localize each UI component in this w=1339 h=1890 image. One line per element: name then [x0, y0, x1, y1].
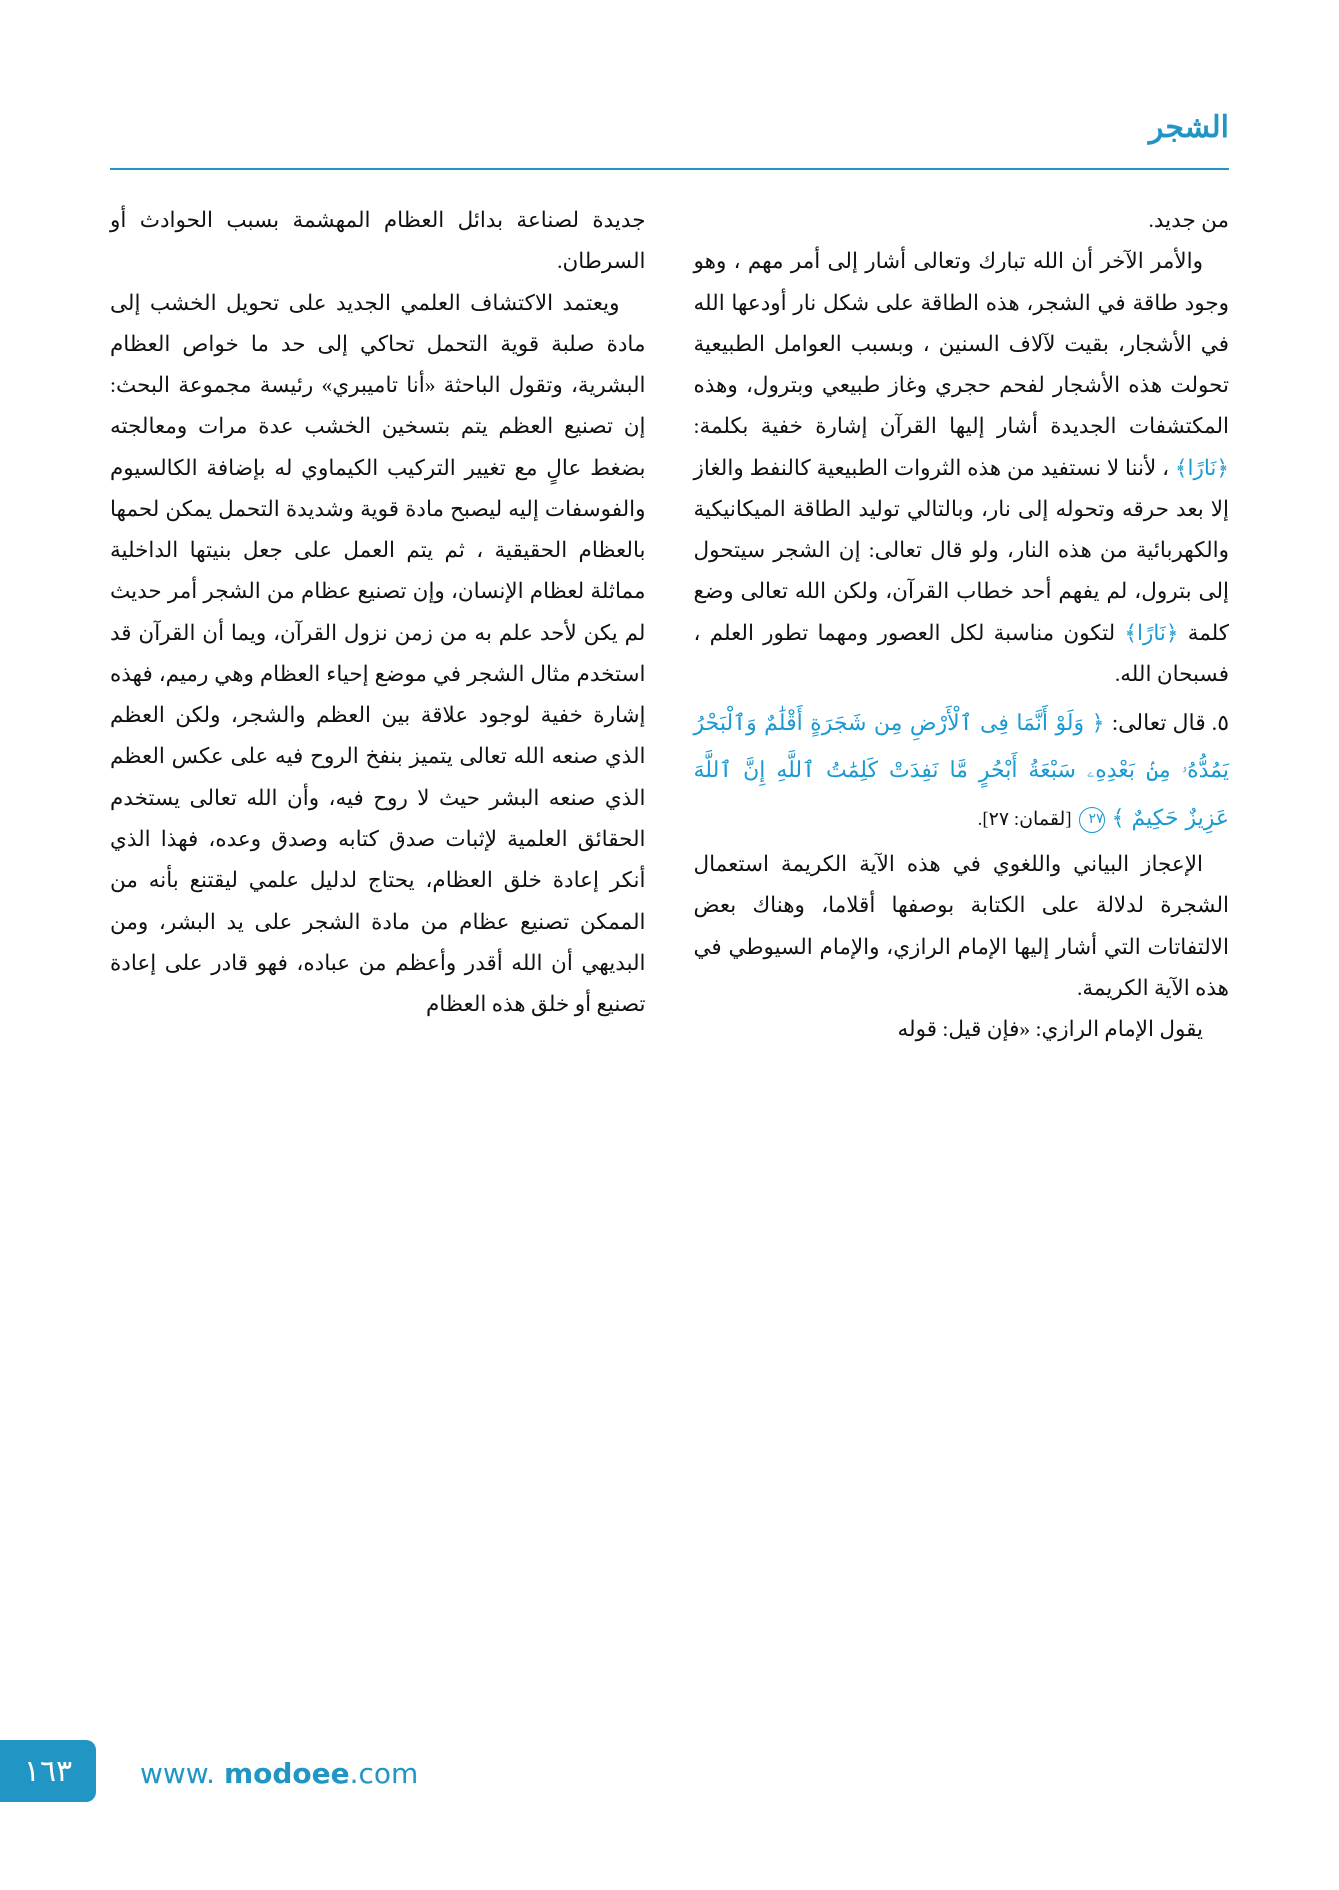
paragraph-text-part-1: والأمر الآخر أن الله تبارك وتعالى أشار إلى أمر مهم ، وهو وجود طاقة في الشجر، هذه الطاقة على شكل نار أودعها الله في الأشجار، بقيت لآلاف السنين ، وبسبب العوامل الطبيعية تحولت هذه الأشجار لفحم حجري وغاز طبيعي وبترول، وهذه المكتشفات الجديدة أشار إليها القرآن إشارة خفية بكلمة: — [693, 249, 1229, 439]
paragraph-energy-in-trees — [694, 241, 1230, 695]
verse-lead-in: ٥. قال تعالى: — [1111, 710, 1230, 736]
ayah-number-badge: ٢٧ — [1079, 807, 1105, 833]
site-url-prefix: www. — [140, 1757, 224, 1790]
paragraph-wood-to-bone: ويعتمد الاكتشاف العلمي الجديد على تحويل الخشب إلى مادة صلبة قوية التحمل تحاكي إلى حد ما خواص العظام البشرية، وتقول الباحثة «أنا تاميبري» رئيسة مجموعة البحث: إن تصنيع العظم يتم بتسخين الخشب عدة مرات ومعالجته بضغط عالٍ مع تغيير التركيب الكيماوي له بإضافة الكالسيوم والفوسفات إليه ليصبح مادة قوية وشديدة التحمل يمكن لحمها بالعظام الحقيقية ، ثم يتم العمل على جعل بنيتها الداخلية مماثلة لعظام الإنسان، وإن تصنيع عظام من الشجر أمر حديث لم يكن لأحد علم به من زمن نزول القرآن، ويما أن القرآن قد استخدم مثال الشجر في موضع إحياء العظام وهي رميم، فهذه إشارة خفية لوجود علاقة بين العظم والشجر، ولكن العظم الذي صنعه الله تعالى يتميز بنفخ الروح فيه على عكس العظم الذي صنعه البشر حيث لا روح فيه، وأن الله تعالى يستخدم الحقائق العلمية لإثبات صدق كتابه وصدق وعده، فهذا الذي أنكر إعادة خلق العظام، يحتاج لدليل علمي ليقتنع بأنه من الممكن تصنيع عظام من مادة الشجر على يد البشر، ومن البديهي أن الله أقدر وأعظم من عباده، فهو قادر على إعادة تصنيع أو خلق هذه العظام — [110, 290, 646, 1017]
paragraph-rhetorical-miracle: الإعجاز البياني واللغوي في هذه الآية الكريمة استعمال الشجرة لدلالة على الكتابة بوصفها أقلاما، وهناك بعض الالتفاتات التي أشار إليها الإمام الرازي، والإمام السيوطي في هذه الآية الكريمة. — [693, 852, 1229, 1000]
page-footer — [0, 1738, 1339, 1802]
verse-reference: [لقمان: ٢٧]. — [977, 808, 1072, 830]
column-right — [110, 200, 646, 1680]
quran-inline-word-naran-2: ﴿نَارًا﴾ — [1124, 620, 1179, 646]
header-title: الشجر — [1148, 110, 1229, 145]
page-header — [110, 110, 1229, 170]
quran-verse-text: ﴿ وَلَوْ أَنَّمَا فِى ٱلْأَرْضِ مِن شَجَرَةٍ أَقْلَٰمٌ وَٱلْبَحْرُ يَمُدُّهُۥ مِنۢ بَعْدِهِۦ سَبْعَةُ أَبْحُرٍ مَّا نَفِدَتْ كَلِمَٰتُ ٱللَّهِ إِنَّ ٱللَّهَ عَزِيزٌ حَكِيمٌ ﴾ — [693, 711, 1229, 831]
paragraph-text-part-2: ، لأننا لا نستفيد من هذه الثروات الطبيعية كالنفط والغاز إلا بعد حرقه وتحوله إلى نار، وبالتالي توليد الطاقة الميكانيكية والكهربائية من هذه النار، ولو قال تعالى: إن الشجر سيتحول إلى بترول، لم يفهم أحد خطاب القرآن، ولكن الله تعالى وضع كلمة — [693, 455, 1230, 645]
site-url[interactable] — [140, 1757, 418, 1790]
quran-verse-block — [694, 699, 1230, 842]
paragraph-text-part-3: لتكون مناسبة لكل العصور ومهما تطور العلم ، فسبحان الله. — [693, 620, 1229, 686]
header-divider — [110, 168, 1229, 170]
site-url-tld: .com — [349, 1757, 419, 1790]
quran-inline-word-naran-1: ﴿نَارًا﴾ — [1174, 455, 1230, 481]
paragraph-continued: من جديد. — [1148, 208, 1229, 232]
paragraph-bone-substitutes: جديدة لصناعة بدائل العظام المهشمة بسبب الحوادث أو السرطان. — [110, 208, 646, 274]
body-columns — [110, 200, 1229, 1680]
paragraph-razi-quote: يقول الإمام الرازي: «فإن قيل: قوله — [897, 1017, 1203, 1042]
site-url-domain: modoee — [223, 1757, 350, 1790]
column-left — [694, 200, 1230, 1680]
page-number: ١٦٣ — [0, 1740, 96, 1802]
